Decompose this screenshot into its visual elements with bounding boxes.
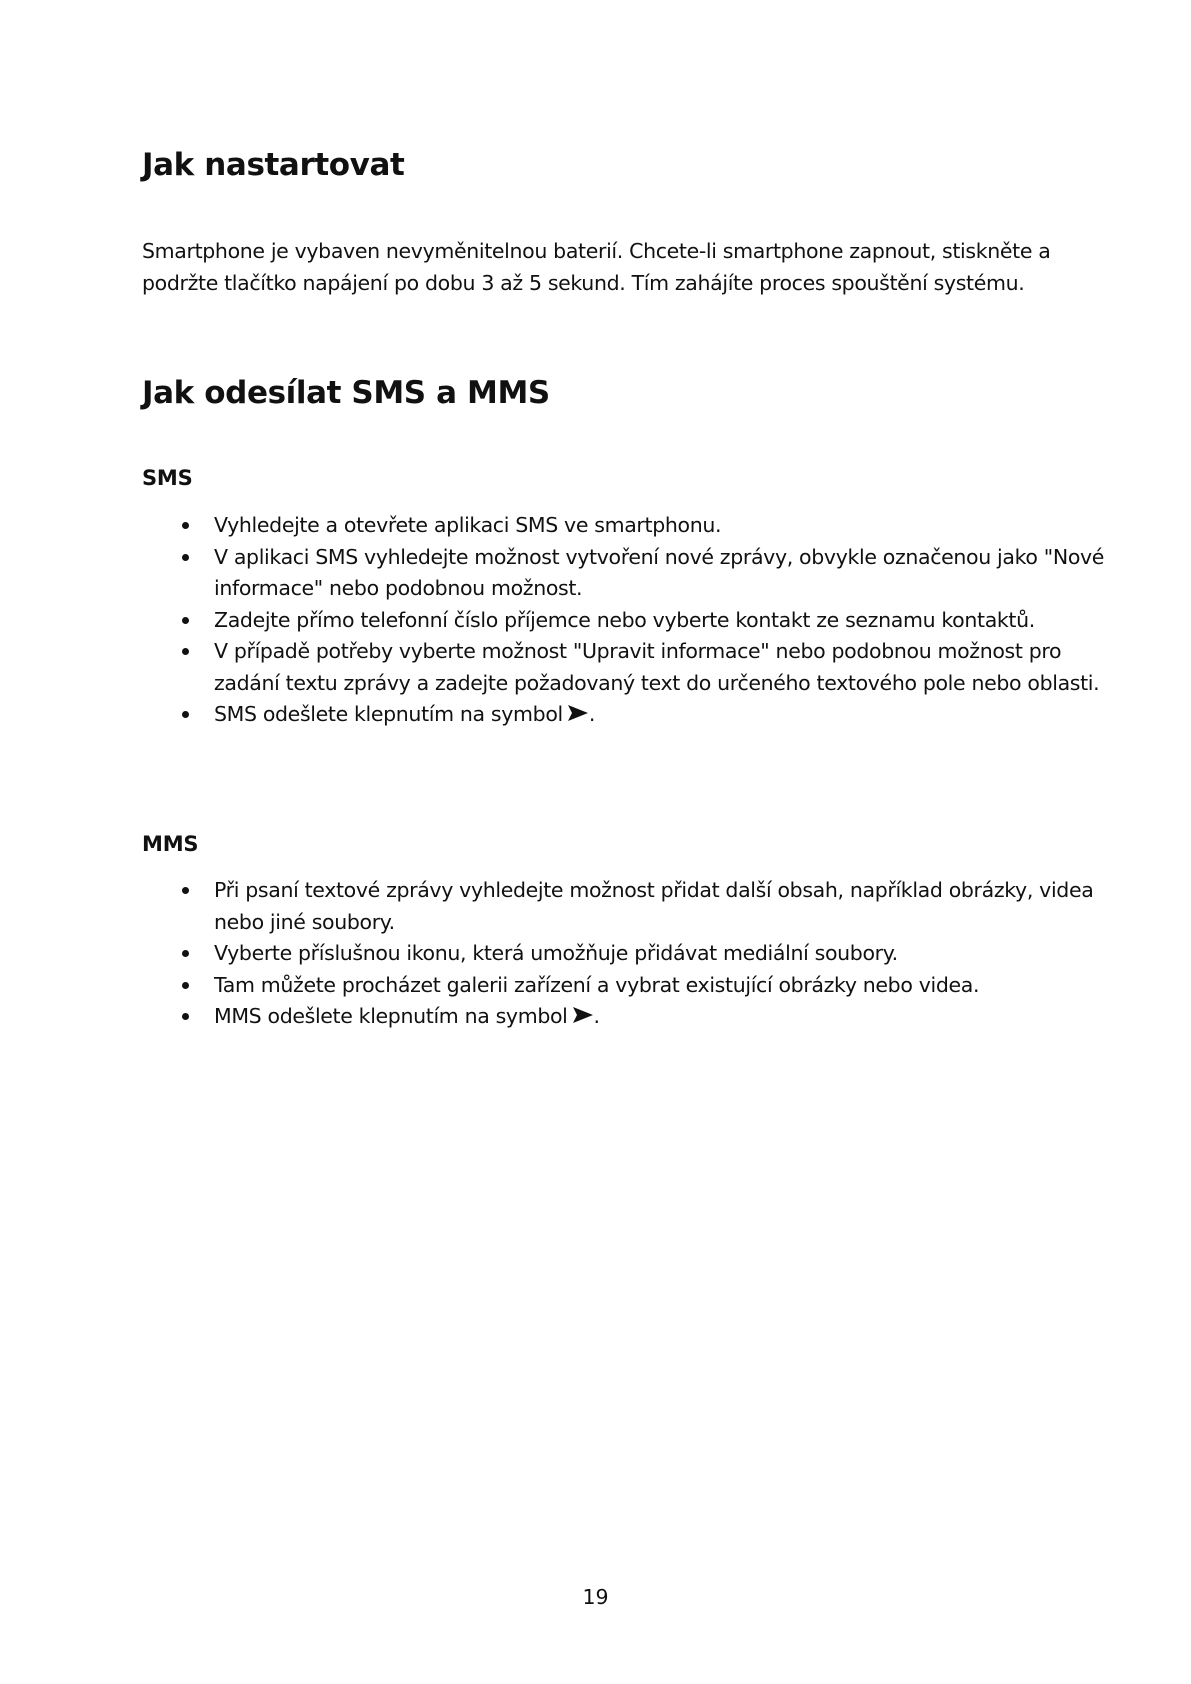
list-item: Při psaní textové zprávy vyhledejte možnost přidat další obsah, například obrázky, videa nebo jiné soubory. (0, 875, 1191, 938)
heading-start: Jak nastartovat (142, 147, 405, 183)
list-item: MMS odešlete klepnutím na symbol . (0, 1001, 1191, 1033)
sms-steps-list (0, 510, 1191, 731)
start-paragraph: Smartphone je vybaven nevyměnitelnou baterií. Chcete-li smartphone zapnout, stiskněte a podržte tlačítko napájení po dobu 3 až 5 sekund. Tím zahájíte proces spouštění systému. (142, 239, 1051, 295)
list-item: Tam můžete procházet galerii zařízení a vybrat existující obrázky nebo videa. (0, 970, 1191, 1002)
bullet-icon (182, 554, 189, 561)
list-item: V případě potřeby vyberte možnost "Upravit informace" nebo podobnou možnost pro zadání textu zprávy a zadejte požadovaný text do určeného textového pole nebo oblasti. (0, 636, 1191, 699)
list-item: Vyhledejte a otevřete aplikaci SMS ve smartphonu. (0, 510, 1191, 542)
list-item: V aplikaci SMS vyhledejte možnost vytvoření nové zprávy, obvykle označenou jako "Nové informace" nebo podobnou možnost. (0, 542, 1191, 605)
heading-sms-mms: Jak odesílat SMS a MMS (142, 375, 550, 411)
bullet-icon (182, 950, 189, 957)
list-item: SMS odešlete klepnutím na symbol . (0, 699, 1191, 731)
bullet-icon (182, 1013, 189, 1020)
subheading-mms: MMS (142, 832, 199, 856)
send-arrow-icon (572, 1006, 594, 1024)
bullet-icon (182, 887, 189, 894)
bullet-icon (182, 982, 189, 989)
subheading-sms: SMS (142, 466, 193, 490)
mms-steps-list (0, 875, 1191, 1033)
bullet-icon (182, 648, 189, 655)
send-arrow-icon (567, 704, 589, 722)
bullet-icon (182, 522, 189, 529)
bullet-icon (182, 617, 189, 624)
list-item: Zadejte přímo telefonní číslo příjemce nebo vyberte kontakt ze seznamu kontaktů. (0, 605, 1191, 637)
page-number: 19 (582, 1585, 609, 1609)
list-item: Vyberte příslušnou ikonu, která umožňuje přidávat mediální soubory. (0, 938, 1191, 970)
bullet-icon (182, 711, 189, 718)
